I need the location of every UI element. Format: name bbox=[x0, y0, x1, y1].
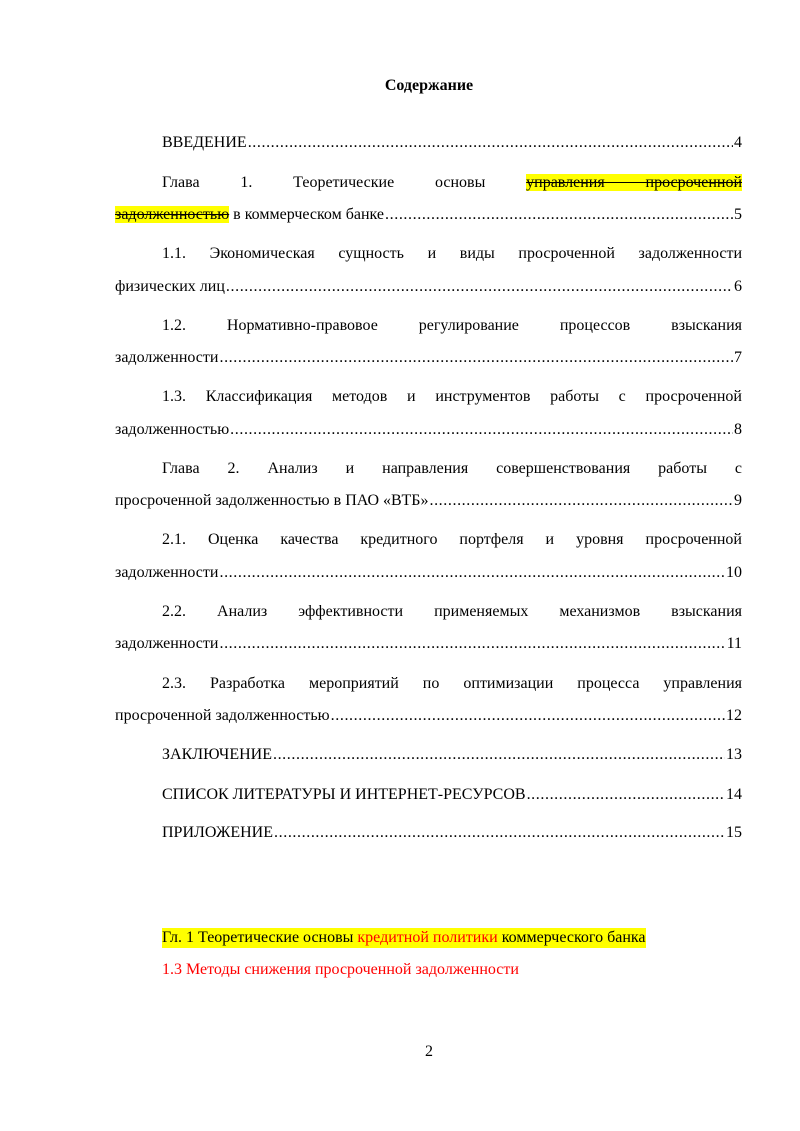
toc-line1: 1.3. Классификация методов и инструментов работы с просроченной bbox=[162, 388, 742, 405]
toc-leader bbox=[527, 785, 725, 805]
toc-page-number: 9 bbox=[734, 492, 742, 509]
toc-label: ЗАКЛЮЧЕНИЕ bbox=[162, 746, 272, 763]
toc-line2: просроченной задолженностью bbox=[115, 707, 330, 724]
page-number: 2 bbox=[425, 1043, 433, 1060]
toc-leader bbox=[219, 348, 733, 368]
toc-line1: 2.2. Анализ эффективности применяемых механизмов взыскания bbox=[162, 603, 742, 620]
toc-leader bbox=[274, 823, 725, 843]
toc-page-number: 14 bbox=[726, 786, 742, 803]
toc-leader bbox=[219, 563, 725, 583]
toc-page-number: 7 bbox=[734, 349, 742, 366]
toc-page-number: 6 bbox=[734, 278, 742, 295]
toc-leader bbox=[385, 205, 733, 225]
toc-line1: 1.2. Нормативно-правовое регулирование процессов взыскания bbox=[162, 317, 742, 334]
toc-line1: 1.1. Экономическая сущность и виды просроченной задолженности bbox=[162, 245, 742, 262]
toc-label: ПРИЛОЖЕНИЕ bbox=[162, 824, 274, 841]
toc-line2: задолженности bbox=[115, 564, 219, 581]
toc-page-number: 11 bbox=[726, 635, 742, 652]
annotation-red-text: кредитной политики bbox=[357, 929, 498, 946]
toc-page-number: 15 bbox=[726, 824, 742, 841]
annotation-note-2: 1.3 Методы снижения просроченной задолженности bbox=[162, 961, 519, 978]
toc-line2: задолженности bbox=[115, 349, 219, 366]
toc-leader bbox=[219, 634, 725, 654]
toc-line2: в коммерческом банке bbox=[229, 206, 385, 223]
toc-page-number: 10 bbox=[726, 564, 742, 581]
toc-leader bbox=[273, 745, 725, 765]
toc-highlight-strikethrough: управления просроченной bbox=[526, 174, 742, 191]
toc-page-number: 13 bbox=[726, 746, 742, 763]
toc-line1: Глава 1. Теоретические основы bbox=[162, 174, 486, 191]
toc-line2: просроченной задолженностью в ПАО «ВТБ» bbox=[115, 492, 429, 509]
toc-leader bbox=[248, 133, 733, 153]
toc-line1: 2.3. Разработка мероприятий по оптимизации процесса управления bbox=[162, 675, 742, 692]
annotation-note-1: Гл. 1 Теоретические основы кредитной политики коммерческого банка bbox=[162, 929, 646, 946]
toc-page-number: 8 bbox=[734, 421, 742, 438]
toc-line2: задолженности bbox=[115, 635, 219, 652]
toc-leader bbox=[226, 277, 733, 297]
toc-page-number: 4 bbox=[734, 134, 742, 151]
toc-line1: 2.1. Оценка качества кредитного портфеля и уровня просроченной bbox=[162, 531, 742, 548]
toc-leader bbox=[230, 420, 733, 440]
toc-line1: Глава 2. Анализ и направления совершенствования работы с bbox=[162, 460, 742, 477]
toc-label: СПИСОК ЛИТЕРАТУРЫ И ИНТЕРНЕТ-РЕСУРСОВ bbox=[162, 786, 526, 803]
toc-page-number: 5 bbox=[734, 206, 742, 223]
toc-page-number: 12 bbox=[726, 707, 742, 724]
toc-leader bbox=[429, 491, 733, 511]
page-title: Содержание bbox=[384, 77, 474, 94]
toc-leader bbox=[331, 706, 725, 726]
toc-line2: физических лиц bbox=[115, 278, 225, 295]
toc-line2: задолженностью bbox=[115, 421, 230, 438]
toc-highlight-strikethrough: задолженностью bbox=[115, 206, 230, 223]
toc-label: ВВЕДЕНИЕ bbox=[162, 134, 247, 151]
